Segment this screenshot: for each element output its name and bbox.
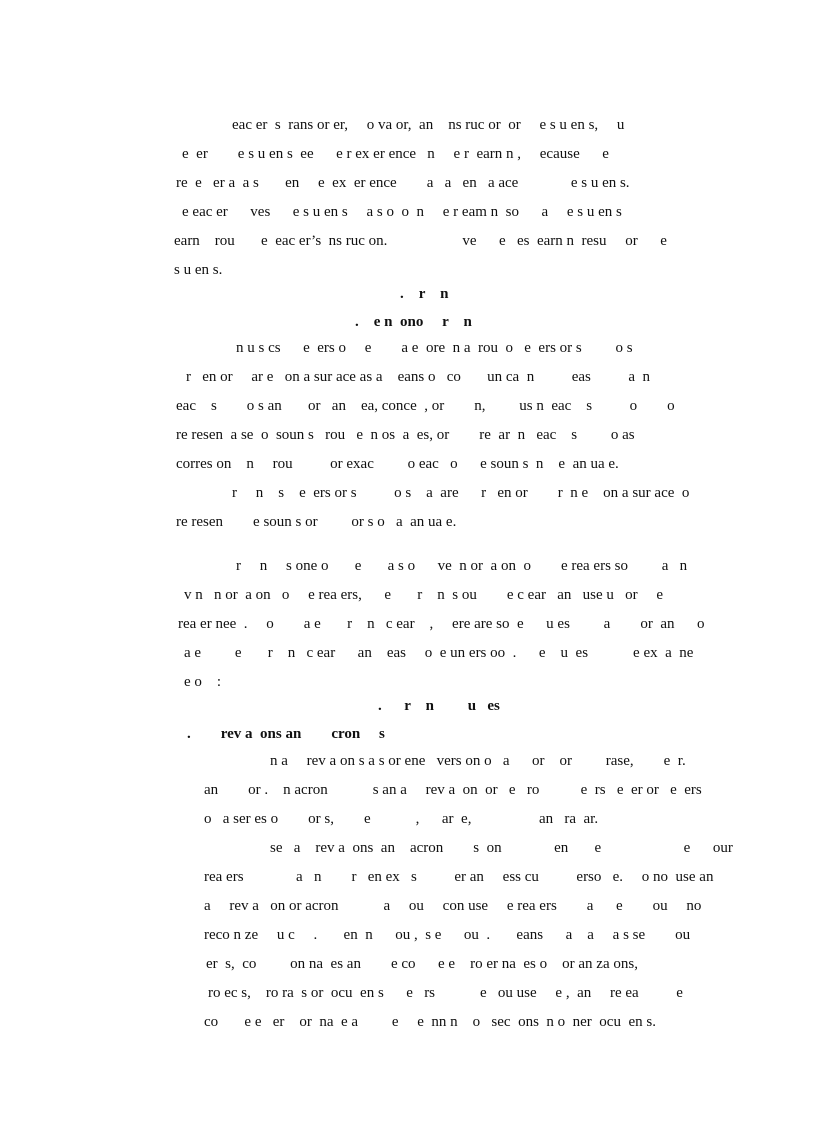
paragraph-6-line-2: rea ers a n r en ex s er an ess cu erso e. o no use an <box>204 869 714 885</box>
paragraph-3-line-1: r n s e ers or s o s a are r en or r n e on a sur ace o <box>232 485 690 501</box>
paragraph-2-line-4: re resen a se o soun s rou e n os a es, or re ar n eac s o as <box>176 427 635 443</box>
subsection-heading: . e n ono r n <box>355 314 472 330</box>
paragraph-6-line-3: a rev a on or acron a ou con use e rea ers a e ou no <box>204 898 702 914</box>
rules-heading: . r n u es <box>378 698 500 714</box>
paragraph-6-line-1: se a rev a ons an acron s on en e e our <box>270 840 733 856</box>
paragraph-4-line-2: v n n or a on o e rea ers, e r n s ou e c ear an use u or e <box>184 587 664 603</box>
paragraph-1-line-3: re e er a a s en e ex er ence a a en a ace e s u en s. <box>176 175 630 191</box>
paragraph-1-line-2: e er e s u en s ee e r ex er ence n e r earn n , ecause e <box>182 146 609 162</box>
paragraph-2-line-5: corres on n rou or exac o eac o e soun s n e an ua e. <box>176 456 619 472</box>
paragraph-5-line-2: an or . n acron s an a rev a on or e ro e rs e er or e ers <box>204 782 702 798</box>
paragraph-4-line-4: a e e r n c ear an eas o e un ers oo . e u es e ex a ne <box>184 645 694 661</box>
paragraph-4-line-3: rea er nee . o a e r n c ear , ere are so e u es a or an o <box>178 616 705 632</box>
paragraph-1-line-4: e eac er ves e s u en s a s o o n e r eam n so a e s u en s <box>182 204 622 220</box>
paragraph-1-line-5: earn rou e eac er’s ns ruc on. ve e es earn n resu or e <box>174 233 667 249</box>
paragraph-6-line-6: ro ec s, ro ra s or ocu en s e rs e ou use e , an re ea e <box>208 985 683 1001</box>
paragraph-2-line-2: r en or ar e on a sur ace as a eans o co un ca n eas a n <box>186 369 651 385</box>
abbreviations-heading: . rev a ons an cron s <box>187 726 385 742</box>
paragraph-6-line-5: er s, co on na es an e co e e ro er na es o or an za ons, <box>206 956 638 972</box>
paragraph-5-line-1: n a rev a on s a s or ene vers on o a or or rase, e r. <box>270 753 686 769</box>
paragraph-5-line-3: o a ser es o or s, e , ar e, an ra ar. <box>204 811 599 827</box>
paragraph-4-line-1: r n s one o e a s o ve n or a on o e rea ers so a n <box>236 558 688 574</box>
paragraph-1-line-6: s u en s. <box>174 262 223 278</box>
paragraph-6-line-7: co e e er or na e a e e nn n o sec ons n o ner ocu en s. <box>204 1014 656 1030</box>
paragraph-6-line-4: reco n ze u c . en n ou , s e ou . eans a a a s se ou <box>204 927 691 943</box>
section-heading: . r n <box>400 286 449 302</box>
paragraph-2-line-1: n u s cs e ers o e a e ore n a rou o e ers or s o s <box>236 340 633 356</box>
paragraph-4-line-5: e o : <box>184 674 222 690</box>
paragraph-2-line-3: eac s o s an or an ea, conce , or n, us n eac s o o <box>176 398 675 414</box>
paragraph-3-line-2: re resen e soun s or or s o a an ua e. <box>176 514 457 530</box>
paragraph-1-line-1: eac er s rans or er, o va or, an ns ruc or or e s u en s, u <box>232 117 625 133</box>
